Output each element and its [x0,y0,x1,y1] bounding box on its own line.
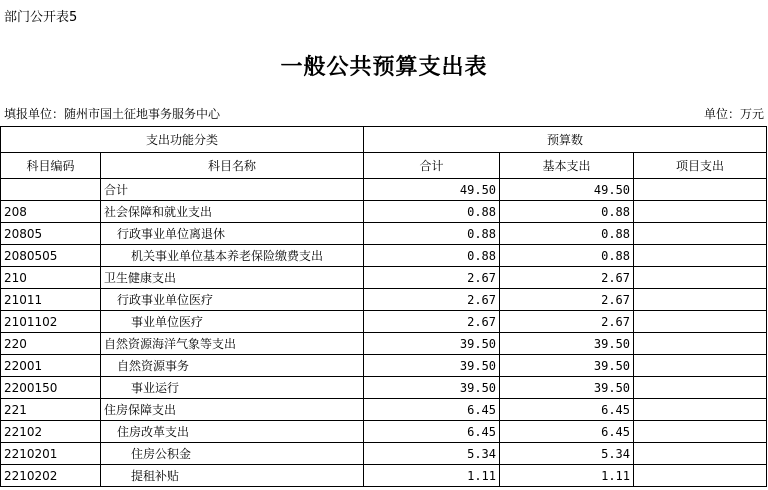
cell-code: 2210201 [1,443,101,465]
cell-name: 住房改革支出 [101,421,364,443]
table-row [1,311,767,333]
cell-code: 208 [1,201,101,223]
cell-project [634,465,767,487]
cell-code: 22102 [1,421,101,443]
table-row [1,289,767,311]
form-number: 部门公开表5 [4,10,78,25]
currency-unit: 单位：万元 [703,107,764,121]
cell-name: 自然资源事务 [101,355,364,377]
cell-code: 210 [1,267,101,289]
cell-total: 39.50 [364,333,500,355]
table-row [1,377,767,399]
cell-total: 0.88 [364,245,500,267]
cell-total: 39.50 [364,377,500,399]
cell-project [634,399,767,421]
table-row [1,355,767,377]
cell-basic: 6.45 [500,421,634,443]
cell-basic: 2.67 [500,267,634,289]
cell-total: 5.34 [364,443,500,465]
cell-basic: 0.88 [500,201,634,223]
cell-total: 0.88 [364,223,500,245]
cell-basic: 2.67 [500,289,634,311]
table-row [1,267,767,289]
cell-basic: 0.88 [500,245,634,267]
table-row [1,399,767,421]
cell-project [634,377,767,399]
cell-total: 2.67 [364,311,500,333]
cell-name: 合计 [101,179,364,201]
header-function-classification: 支出功能分类 [1,127,364,153]
table-row [1,179,767,201]
budget-table [0,126,767,487]
cell-project [634,245,767,267]
cell-project [634,421,767,443]
table-row [1,333,767,355]
cell-name: 机关事业单位基本养老保险缴费支出 [101,245,364,267]
cell-code: 220 [1,333,101,355]
cell-code [1,179,101,201]
cell-total: 2.67 [364,267,500,289]
cell-total: 6.45 [364,421,500,443]
cell-code: 20805 [1,223,101,245]
cell-basic: 1.11 [500,465,634,487]
cell-basic: 0.88 [500,223,634,245]
table-row [1,245,767,267]
cell-total: 39.50 [364,355,500,377]
cell-code: 2210202 [1,465,101,487]
header-code: 科目编码 [1,153,101,179]
cell-name: 社会保障和就业支出 [101,201,364,223]
table-row [1,201,767,223]
cell-code: 2101102 [1,311,101,333]
cell-project [634,311,767,333]
header-name: 科目名称 [101,153,364,179]
table-row [1,465,767,487]
cell-name: 卫生健康支出 [101,267,364,289]
cell-code: 22001 [1,355,101,377]
cell-project [634,267,767,289]
cell-basic: 39.50 [500,377,634,399]
cell-name: 事业运行 [101,377,364,399]
cell-code: 2080505 [1,245,101,267]
table-row [1,223,767,245]
header-basic: 基本支出 [500,153,634,179]
cell-code: 21011 [1,289,101,311]
cell-name: 住房保障支出 [101,399,364,421]
cell-total: 49.50 [364,179,500,201]
cell-basic: 5.34 [500,443,634,465]
cell-name: 事业单位医疗 [101,311,364,333]
cell-name: 行政事业单位医疗 [101,289,364,311]
cell-name: 自然资源海洋气象等支出 [101,333,364,355]
table-row [1,421,767,443]
cell-project [634,333,767,355]
header-budget-amount: 预算数 [364,127,767,153]
cell-basic: 39.50 [500,355,634,377]
cell-code: 2200150 [1,377,101,399]
cell-total: 1.11 [364,465,500,487]
cell-project [634,201,767,223]
header-total: 合计 [364,153,500,179]
table-row [1,443,767,465]
header-project: 项目支出 [634,153,767,179]
page-title: 一般公共预算支出表 [280,55,488,80]
cell-basic: 2.67 [500,311,634,333]
cell-basic: 6.45 [500,399,634,421]
cell-name: 行政事业单位离退休 [101,223,364,245]
cell-project [634,443,767,465]
cell-project [634,355,767,377]
cell-total: 2.67 [364,289,500,311]
cell-project [634,179,767,201]
cell-total: 6.45 [364,399,500,421]
reporting-unit: 填报单位：随州市国土征地事务服务中心 [4,107,221,121]
cell-project [634,223,767,245]
cell-total: 0.88 [364,201,500,223]
cell-project [634,289,767,311]
cell-basic: 49.50 [500,179,634,201]
cell-name: 住房公积金 [101,443,364,465]
cell-basic: 39.50 [500,333,634,355]
cell-code: 221 [1,399,101,421]
cell-name: 提租补贴 [101,465,364,487]
